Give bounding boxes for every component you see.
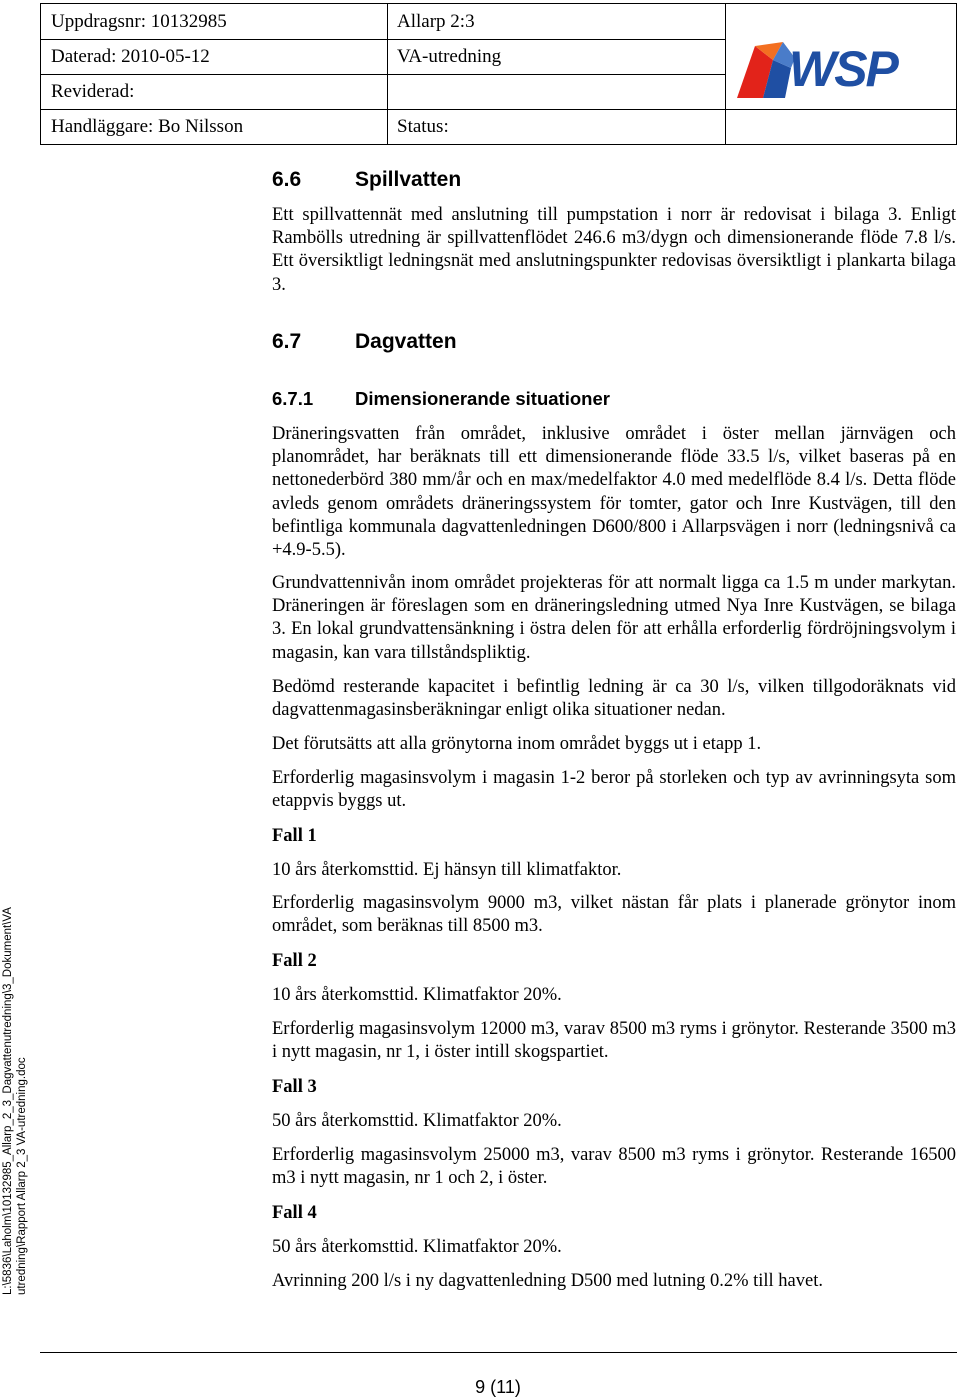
page-number: 9 (11) — [475, 1377, 521, 1397]
fall-3-heading: Fall 3 — [272, 1077, 317, 1097]
section-heading-6-7-1 — [272, 388, 610, 410]
status: Status: — [397, 116, 449, 137]
fall-1-heading: Fall 1 — [272, 826, 317, 846]
header-divider — [725, 4, 726, 144]
paragraph-grundvatten: Grundvattennivån inom området projekteras för att normalt ligga ca 1.5 m under markytan. Dräneringen är föreslagen som en dräneringsledning utmed Nya Inre Kustvägen, se bilaga 3. En lokal grundvattensänkning i östra delen för att erhålla erforderlig fördröjningsvolym i magasin, kan vara tillståndspliktig. — [272, 573, 956, 663]
fall-2-text: Erforderlig magasinsvolym 12000 m3, varav 8500 m3 ryms i grönytor. Resterande 3500 m3 i nytt magasin, nr 1, i öster intill skogspartiet. — [272, 1019, 956, 1063]
section-number: 6.6 — [272, 168, 302, 191]
fall-2-heading: Fall 2 — [272, 951, 317, 971]
header-divider — [725, 109, 957, 110]
assignment-number: Uppdragsnr: 10132985 — [51, 11, 227, 32]
fall-3-text: Erforderlig magasinsvolym 25000 m3, varav 8500 m3 ryms i grönytor. Resterande 16500 m3 i nytt magasin, nr 1 och 2, i öster. — [272, 1145, 956, 1189]
section-heading-6-6 — [272, 168, 461, 192]
fall-1-line: 10 års återkomsttid. Ej hänsyn till klimatfaktor. — [272, 860, 622, 880]
revised: Reviderad: — [51, 81, 135, 102]
section-title: Dimensionerande situationer — [355, 388, 610, 409]
fall-3-line: 50 års återkomsttid. Klimatfaktor 20%. — [272, 1111, 562, 1131]
section-title: Spillvatten — [355, 168, 462, 191]
fall-1-text: Erforderlig magasinsvolym 9000 m3, vilket nästan får plats i planerade grönytor inom området, som beräknas till 8500 m3. — [272, 893, 956, 937]
document-type: VA-utredning — [397, 46, 502, 67]
fall-4-heading: Fall 4 — [272, 1203, 317, 1223]
file-path-line-1: L:\5836\Laholm\10132985_Allarp_2_3_Dagvattenutredning\3_Dokument\VA — [2, 907, 14, 1295]
fall-4-text: Avrinning 200 l/s i ny dagvattenledning D500 med lutning 0.2% till havet. — [272, 1271, 823, 1291]
header-divider — [41, 39, 725, 40]
paragraph-magasinsvolym: Erforderlig magasinsvolym i magasin 1-2 beror på storleken och typ av avrinningsyta som etappvis byggs ut. — [272, 768, 956, 812]
section-number: 6.7.1 — [272, 388, 314, 409]
margin-file-path — [0, 0, 40, 1400]
project-name: Allarp 2:3 — [397, 11, 475, 32]
header-divider — [41, 109, 725, 110]
handler: Handläggare: Bo Nilsson — [51, 116, 244, 137]
fall-4-line: 50 års återkomsttid. Klimatfaktor 20%. — [272, 1237, 562, 1257]
section-heading-6-7 — [272, 330, 457, 354]
paragraph-dranering: Dräneringsvatten från området, inklusive området i öster mellan järnvägen och planområdet, har beräknats till ett dimensionerande flöde 33.5 l/s, vilket baseras på en nettonederbörd 380 mm/år och en max/medelfaktor 4.0 med medelflöde 8.4 l/s. Detta flöde avleds genom områdets dräneringssystem för tomter, gator och Inre Kustvägen, till den befintliga kommunala dagvattenledningen D600/800 i Allarpsvägen i norr (ledningsnivå ca +4.9-5.5). — [272, 424, 956, 561]
fall-2-line: 10 års återkomsttid. Klimatfaktor 20%. — [272, 985, 562, 1005]
date: Daterad: 2010-05-12 — [51, 46, 210, 67]
paragraph-spillvatten: Ett spillvattennät med anslutning till pumpstation i norr är redovisat i bilaga 3. Enligt Rambölls utredning är spillvattenflödet 246.6 m3/dygn och dimensionerande flöde 7.8 l/s. Ett översiktligt ledningsnät med anslutningspunkter redovisas översiktligt i plankarta bilaga 3. — [272, 205, 956, 295]
svg-text:WSP: WSP — [789, 41, 897, 97]
file-path-line-2: utredning\Rapport Allarp 2_3 VA-utredning.doc — [16, 1057, 28, 1295]
header-divider — [41, 74, 725, 75]
paragraph-gronytor: Det förutsätts att alla grönytorna inom området byggs ut i etapp 1. — [272, 734, 762, 754]
section-title: Dagvatten — [355, 330, 457, 353]
section-number: 6.7 — [272, 330, 302, 353]
paragraph-kapacitet: Bedömd resterande kapacitet i befintlig ledning är ca 30 l/s, vilken tillgodoräknats vid dagvattenmagasinsberäkningar enligt olika situationer nedan. — [272, 677, 956, 721]
wsp-logo — [733, 38, 919, 104]
footer-rule — [40, 1352, 957, 1353]
